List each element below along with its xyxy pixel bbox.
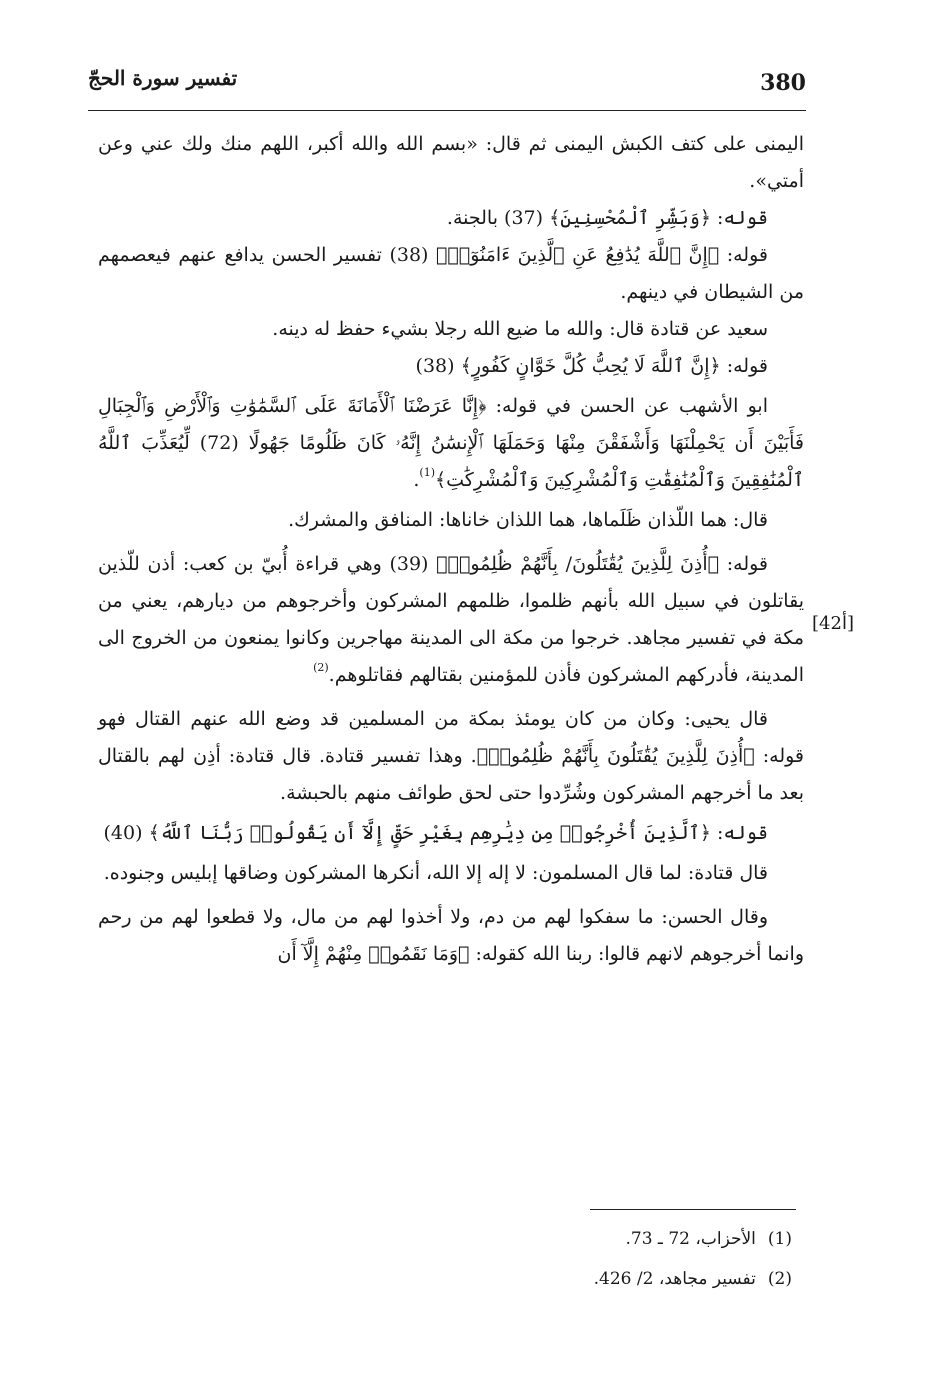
footnote-ref-2[interactable]: (2) xyxy=(313,661,329,674)
quran-quote: ﴿وَبَشِّرِ ٱلْمُحْسِنِينَ﴾ xyxy=(549,207,712,229)
paragraph-3-tail: (38) تفسير الحسن يدافع عنهم فيعصمهم من الشيطان في دينهم. xyxy=(98,244,804,303)
paragraph-1 xyxy=(98,126,804,200)
paragraph-3-lead: قوله: xyxy=(719,244,768,266)
section-marker: [42أ] xyxy=(812,613,854,634)
footnote-number: (2) xyxy=(767,1269,792,1289)
paragraph-4 xyxy=(98,311,804,348)
paragraph-10 xyxy=(98,815,804,852)
footnote-ref-1[interactable]: (1) xyxy=(419,466,436,479)
footnotes xyxy=(300,1222,792,1302)
quran-quote: ﴿وَمَا نَقَمُوا۟ مِنْهُمْ إِلَّآ أَن xyxy=(277,943,470,965)
paragraph-9-lead: قال يحيى: وكان من كان يومئذ بمكة من المسلمين قد وضع الله عنهم القتال فهو قوله: xyxy=(98,708,805,767)
paragraph-6-lead: ابو الأشهب عن الحسن في قوله: xyxy=(486,395,768,417)
quran-quote: ﴿أُذِنَ لِلَّذِينَ يُقَٰتَلُونَ/ بِأَنَّهُمْ ظُلِمُوا۟﴾ xyxy=(436,553,720,575)
page-number: 380 xyxy=(760,70,806,96)
paragraph-6-tail: . xyxy=(413,469,420,491)
paragraph-8 xyxy=(98,546,804,694)
paragraph-12 xyxy=(98,899,804,973)
quran-quote: ﴿ٱلَّذِينَ أُخْرِجُوا۟ مِن دِيَٰرِهِم بِغَيْرِ حَقٍّ إِلَّآ أَن يَقُولُوا۟ رَبُّنَا ٱللَّهُ﴾ xyxy=(148,822,712,844)
footnote-1 xyxy=(300,1222,792,1256)
header-rule xyxy=(88,110,806,111)
body-text xyxy=(98,126,804,973)
page-header xyxy=(88,62,806,102)
footnote-2 xyxy=(300,1262,792,1296)
paragraph-7 xyxy=(98,502,804,539)
paragraph-11-text: قال قتادة: لما قال المسلمون: لا إله إلا الله، أنكرها المشركون وضاقها إبليس وجنوده. xyxy=(103,862,768,884)
paragraph-10-lead: قوله: xyxy=(711,822,768,844)
footnote-rule xyxy=(590,1209,796,1210)
quran-quote: ﴿إِنَّ ٱللَّهَ يُدَٰفِعُ عَنِ ٱلَّذِينَ ءَامَنُوٓا۟﴾ xyxy=(435,244,720,266)
running-title: تفسير سورة الحجّ xyxy=(88,66,238,90)
footnote-number: (1) xyxy=(767,1229,792,1249)
paragraph-3 xyxy=(98,237,804,311)
footnote-text: تفسير مجاهد، 2/ 426. xyxy=(593,1269,756,1289)
quran-quote: ﴿أُذِنَ لِلَّذِينَ يُقَٰتَلُونَ بِأَنَّهُمْ ظُلِمُوا۟﴾ xyxy=(476,745,755,767)
paragraph-1-text: اليمنى على كتف الكبش اليمنى ثم قال: «بسم الله والله أكبر، اللهم منك ولك عني وعن أمتي». xyxy=(98,133,804,192)
paragraph-9-tail: . وهذا تفسير قتادة. قال قتادة: أذِن لهم بالقتال بعد ما أخرجهم المشركون وشُرِّدوا حتى لحق طوائف منهم بالحبشة. xyxy=(98,745,804,804)
paragraph-2 xyxy=(98,200,804,237)
paragraph-8-lead: قوله: xyxy=(719,553,769,575)
footnote-text: الأحزاب، 72 ـ 73. xyxy=(625,1229,756,1249)
paragraph-6 xyxy=(98,388,804,499)
paragraph-8-tail: (39) وهي قراءة أُبيّ بن كعب: أذن للّذين يقاتلون في سبيل الله بأنهم ظلموا، ظلمهم المشركون وأخرجوهم من ديارهم، يعني من مكة في تفسير مجاهد. خرجوا من مكة الى المدينة مهاجرين وكانوا يمنعون من الخروج الى المدينة، فأدركهم المشركون فأذن للمؤمنين بقتالهم فقاتلوهم. xyxy=(98,553,804,686)
paragraph-2-tail: (37) بالجنة. xyxy=(446,207,550,229)
paragraph-5-tail: (38) xyxy=(415,355,461,377)
paragraph-5 xyxy=(98,348,804,385)
paragraph-7-text: قال: هما اللّذان ظَلَماها، هما اللذان خاناها: المنافق والمشرك. xyxy=(288,509,768,531)
paragraph-2-lead: قوله: xyxy=(711,207,768,229)
paragraph-9 xyxy=(98,701,804,812)
paragraph-11 xyxy=(98,855,804,892)
quran-quote: ﴿إِنَّا عَرَضْنَا ٱلْأَمَانَةَ عَلَى ٱلسَّمَٰوَٰتِ وَٱلْأَرْضِ وَٱلْجِبَالِ فَأَبَيْنَ أَن يَحْمِلْنَهَا وَأَشْفَقْنَ مِنْهَا وَحَمَلَهَا ٱلْإِنسَٰنُ إِنَّهُۥ كَانَ ظَلُومًا جَهُولًا (72) لِّيُعَذِّبَ ٱللَّهُ ٱلْمُنَٰفِقِينَ وَٱلْمُنَٰفِقَٰتِ وَٱلْمُشْرِكِينَ وَٱلْمُشْرِكَٰتِ﴾ xyxy=(98,395,804,491)
quran-quote: ﴿إِنَّ ٱللَّهَ لَا يُحِبُّ كُلَّ خَوَّانٍ كَفُورٍ﴾ xyxy=(460,355,721,377)
paragraph-12-lead: وقال الحسن: ما سفكوا لهم من دم، ولا أخذوا لهم من مال، ولا قطعوا لهم من رحم وانما أخرجوهم لانهم قالوا: ربنا الله كقوله: xyxy=(98,906,804,965)
paragraph-5-lead: قوله: xyxy=(720,355,768,377)
paragraph-10-tail: (40) xyxy=(103,822,149,844)
paragraph-4-text: سعيد عن قتادة قال: والله ما ضيع الله رجلا بشيء حفظ له دينه. xyxy=(272,318,768,340)
